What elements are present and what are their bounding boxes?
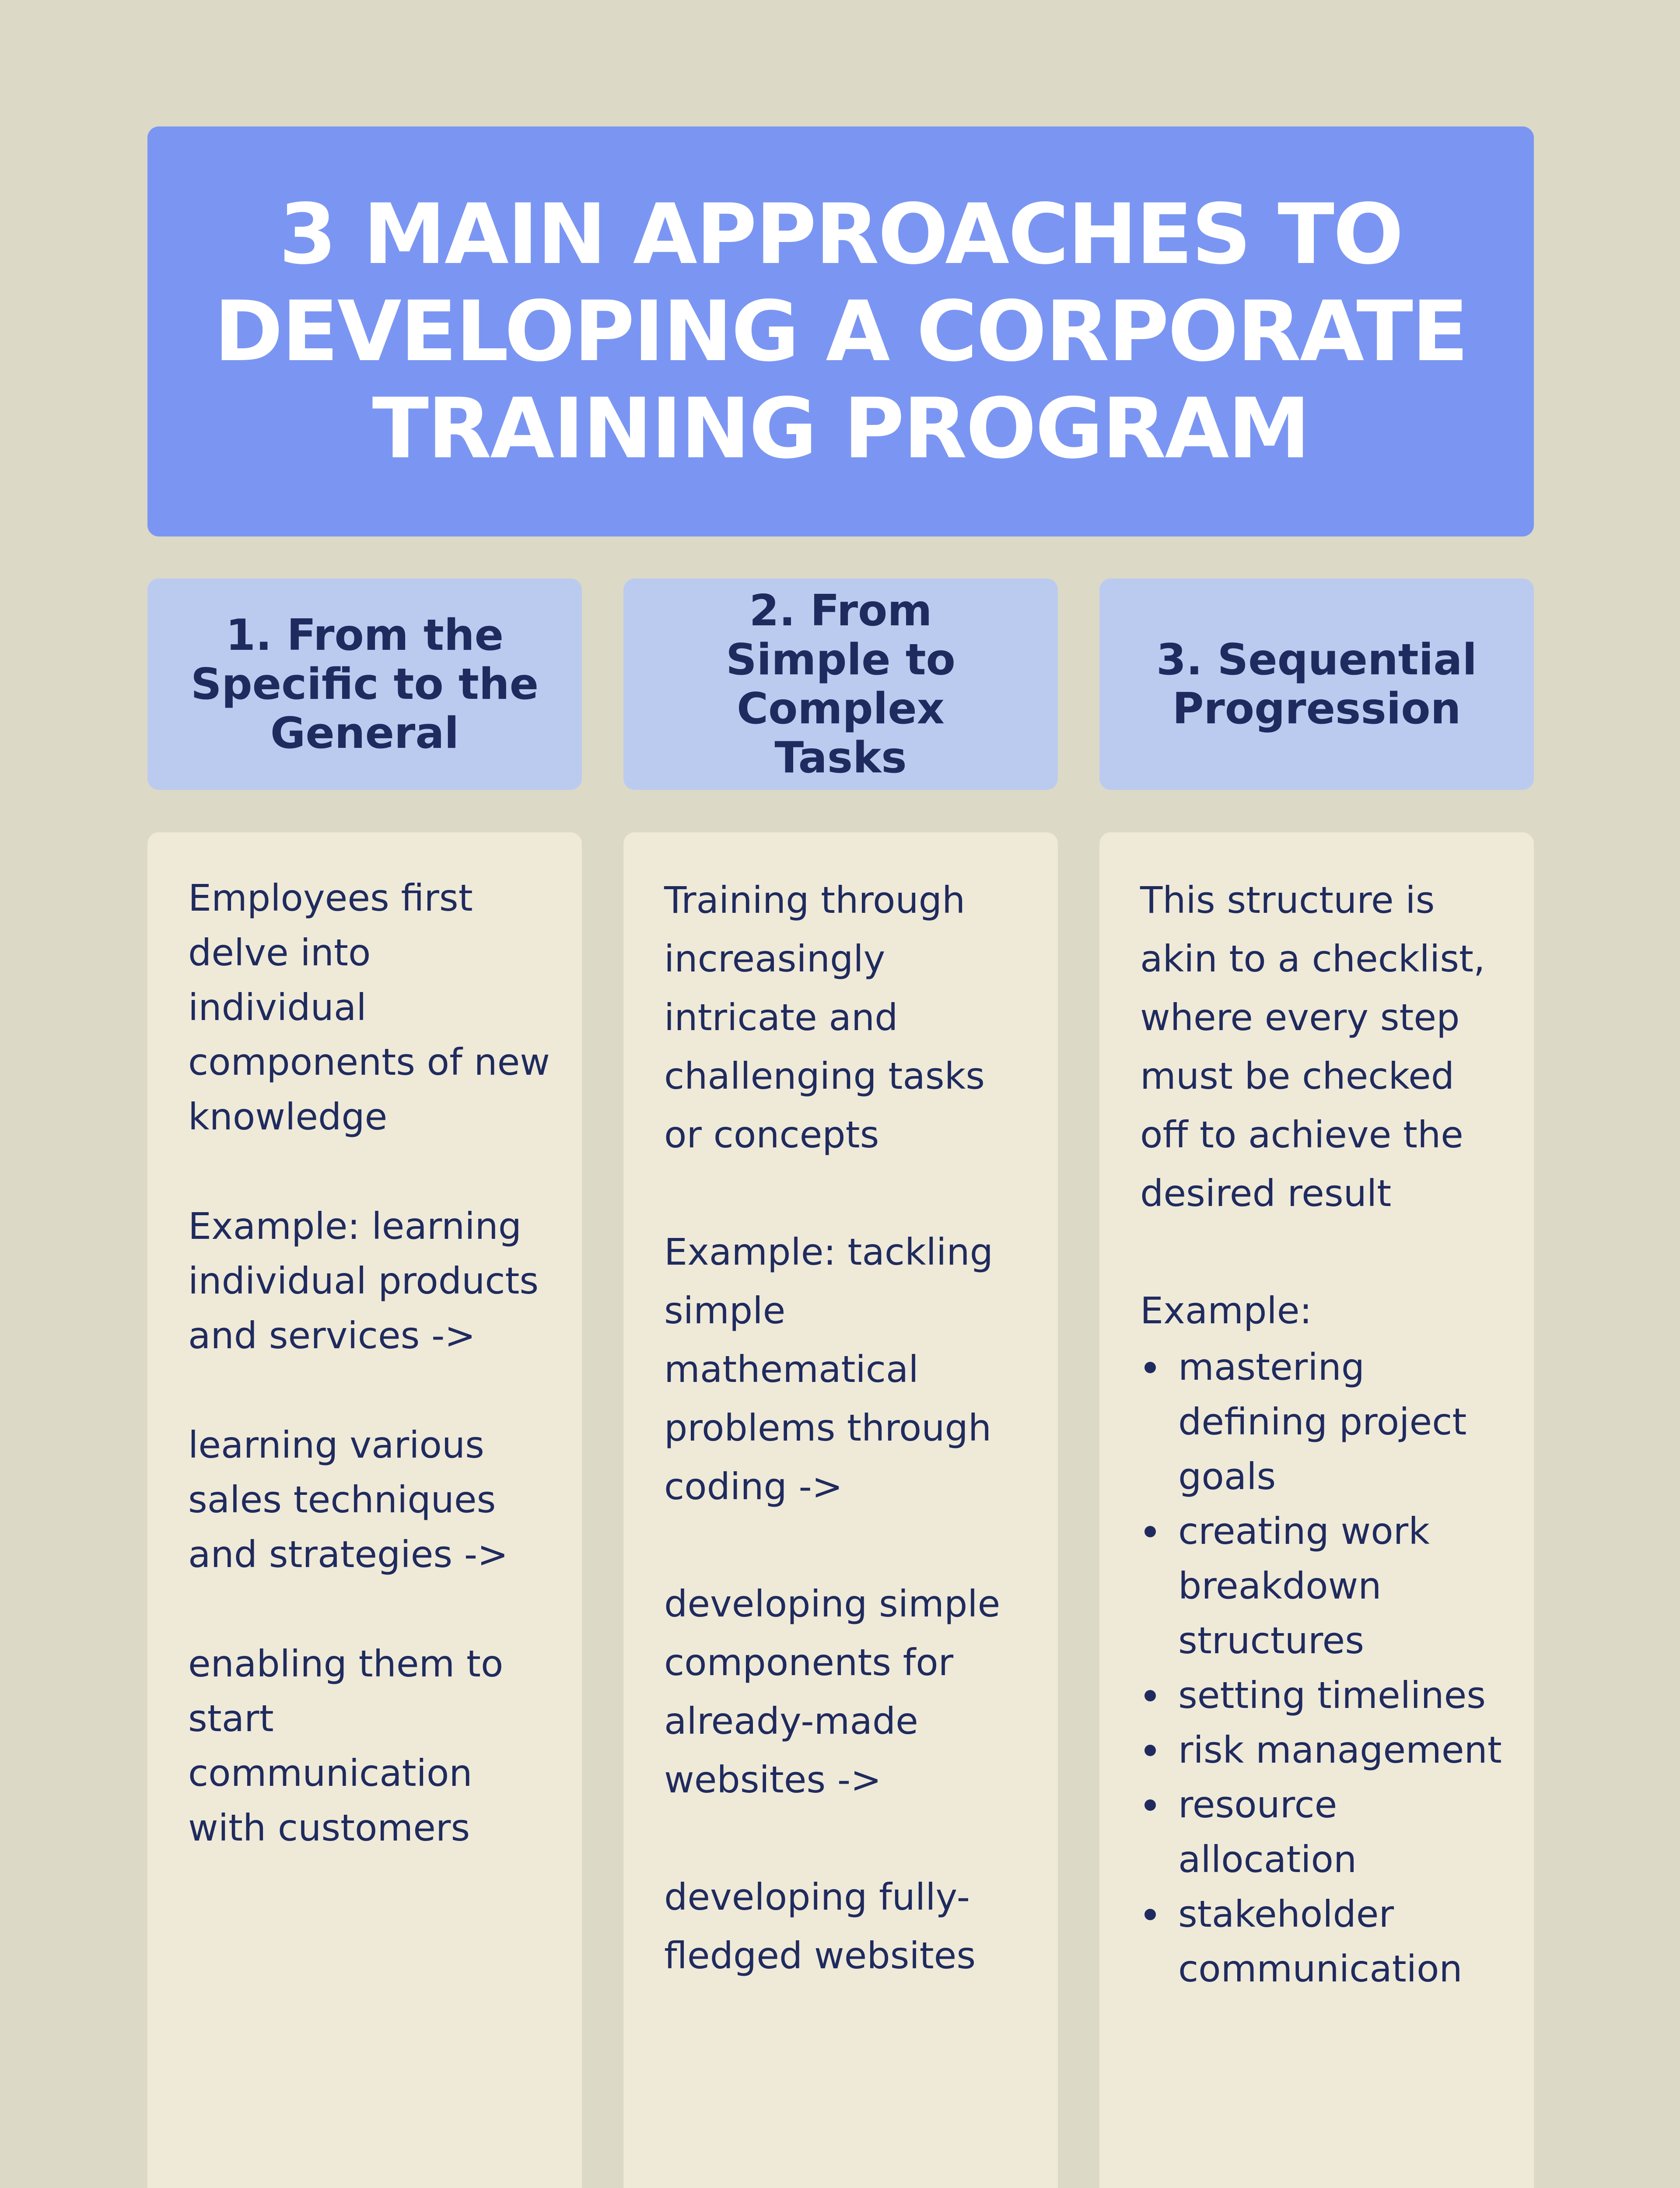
column-paragraph: developing fully-fledged websites	[664, 1876, 976, 1977]
column-heading-3	[1099, 579, 1534, 790]
bullet-dot-icon	[1144, 1799, 1156, 1811]
bullet-text: setting timelines	[1178, 1674, 1486, 1717]
column-heading-text: 2. From Simple to Complex Tasks	[726, 586, 956, 783]
bullet-item	[1140, 1723, 1508, 1778]
bullet-dot-icon	[1144, 1745, 1156, 1756]
bullet-dot-icon	[1144, 1362, 1156, 1373]
bullet-item	[1140, 1887, 1508, 1996]
column-paragraph: This structure is akin to a checklist, where every step must be checked off to achieve the desired result	[1140, 879, 1485, 1215]
column-paragraph: Example: learning individual products and services ->	[188, 1205, 539, 1357]
example-bullet-list	[1140, 1340, 1508, 1996]
bullet-item	[1140, 1340, 1508, 1504]
page-title: 3 MAIN APPROACHES TO DEVELOPING A CORPORATE TRAINING PROGRAM	[214, 186, 1467, 477]
column-paragraph: learning various sales techniques and strategies ->	[188, 1424, 508, 1576]
title-banner	[147, 126, 1534, 536]
column-heading-2	[623, 579, 1058, 790]
column-paragraph: Training through increasingly intricate and challenging tasks or concepts	[664, 879, 985, 1156]
bullet-item	[1140, 1778, 1508, 1887]
column-paragraph: Example: tackling simple mathematical problems through coding ->	[664, 1231, 993, 1508]
column-paragraph: developing simple components for already-made websites ->	[664, 1582, 1001, 1801]
column-paragraph: Example:	[1140, 1289, 1312, 1332]
column-body-1	[147, 832, 582, 2188]
bullet-item	[1140, 1668, 1508, 1723]
bullet-text: risk management	[1178, 1729, 1502, 1771]
column-heading-text: 1. From the Specific to the General	[190, 610, 539, 758]
bullet-dot-icon	[1144, 1690, 1156, 1701]
column-paragraph: Employees first delve into individual components of new knowledge	[188, 877, 550, 1138]
bullet-text: stakeholder communication	[1178, 1893, 1463, 1990]
bullet-text: mastering defining project goals	[1178, 1346, 1467, 1498]
bullet-item	[1140, 1504, 1508, 1668]
column-heading-text: 3. Sequential Progression	[1156, 635, 1477, 734]
column-body-3	[1099, 832, 1534, 2188]
bullet-dot-icon	[1144, 1526, 1156, 1537]
bullet-dot-icon	[1144, 1909, 1156, 1920]
bullet-text: resource allocation	[1178, 1783, 1357, 1881]
column-paragraph: enabling them to start communication with customers	[188, 1642, 504, 1849]
column-body-2	[623, 832, 1058, 2188]
column-heading-1	[147, 579, 582, 790]
bullet-text: creating work breakdown structures	[1178, 1510, 1430, 1662]
